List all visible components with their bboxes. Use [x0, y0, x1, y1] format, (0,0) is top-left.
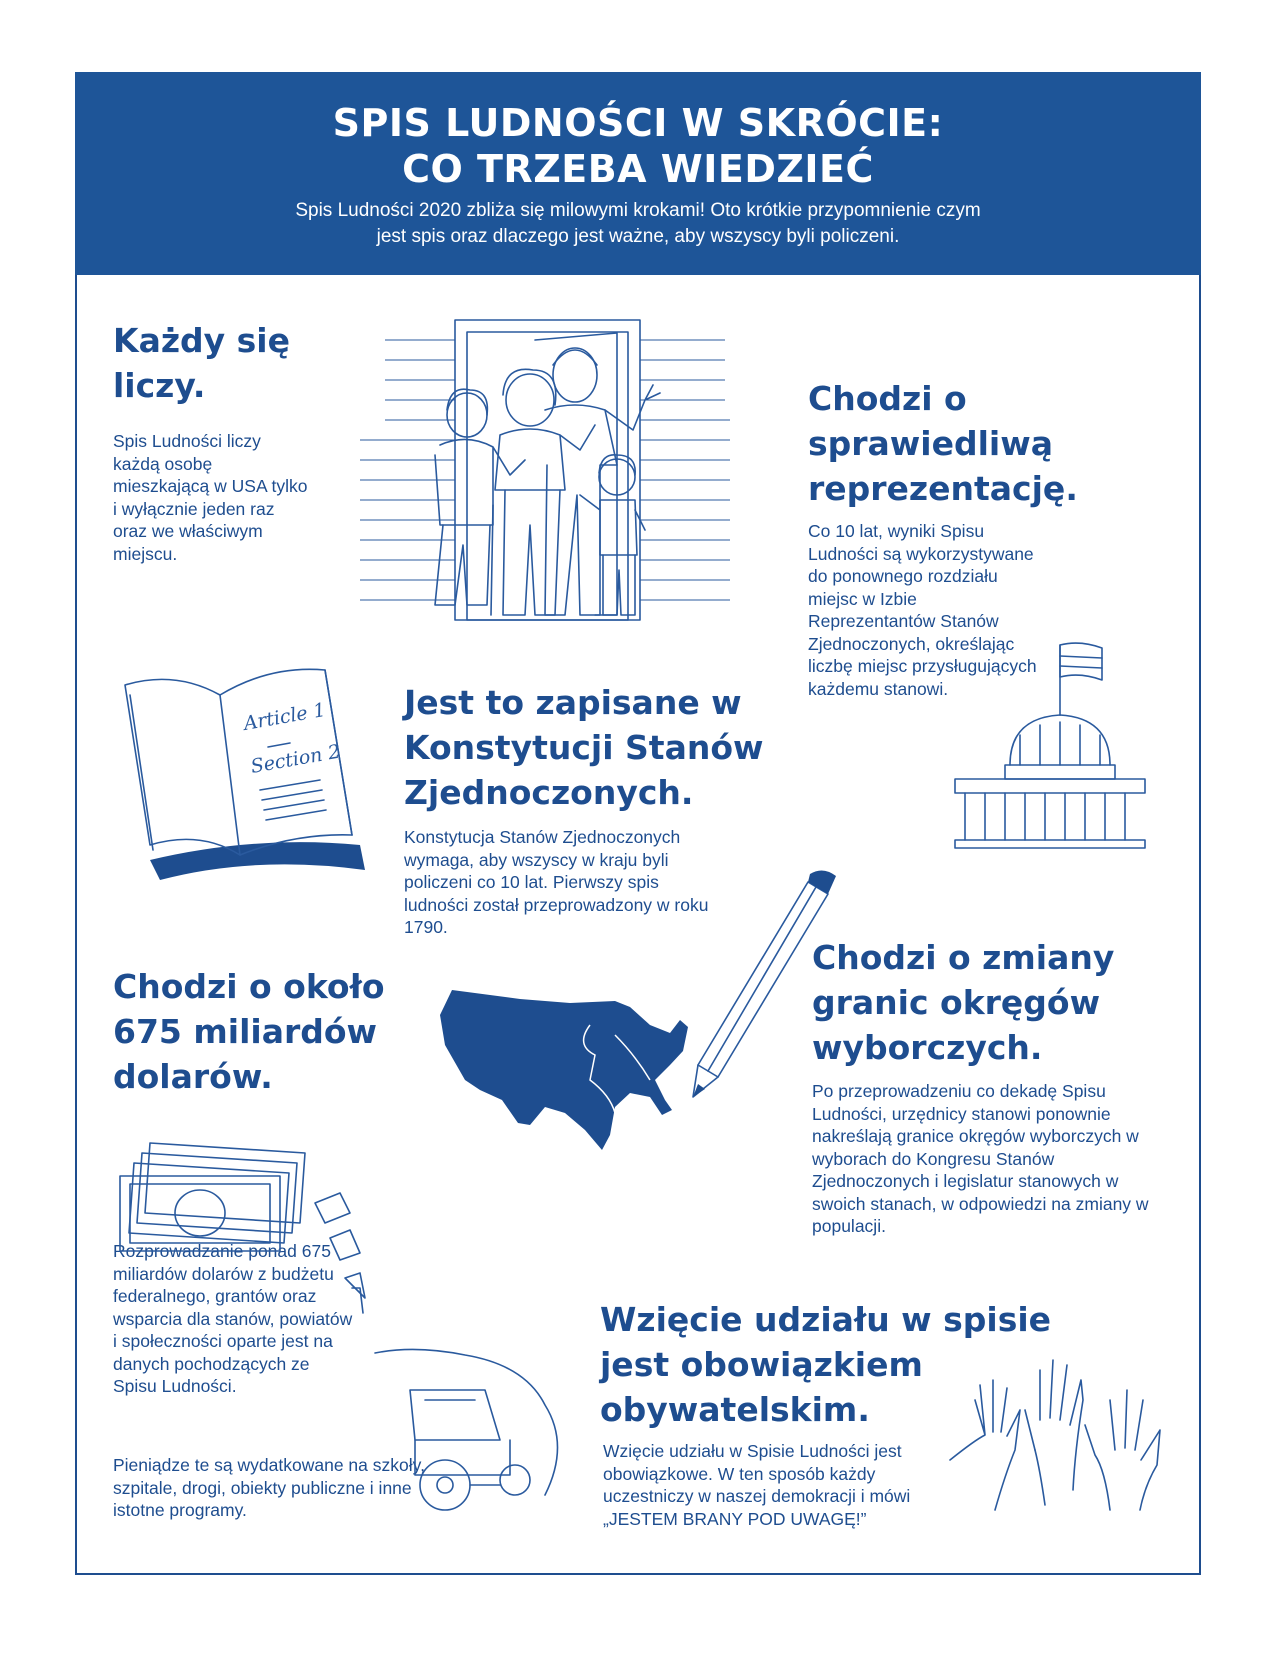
usa-map-icon: [440, 985, 690, 1165]
money-bills-icon: [120, 1138, 400, 1323]
header-banner: [75, 72, 1201, 275]
pencil-icon: [678, 862, 848, 1112]
heading-line: obywatelskim.: [600, 1390, 870, 1429]
road-roller-icon: [375, 1345, 575, 1525]
book-text-section: Section 2: [249, 740, 342, 778]
page-title: [75, 100, 1201, 192]
heading-line: Każdy się: [113, 321, 291, 360]
heading-line: sprawiedliwą: [808, 424, 1053, 463]
heading-line: dolarów.: [113, 1057, 273, 1096]
fair-representation-heading: [808, 376, 1188, 511]
constitution-body: Konstytucja Stanów Zjednoczonych wymaga, aby wszyscy w kraju byli policzeni co 10 lat. Pierwszy spis ludności został przeprowadzony w roku 1790.: [404, 827, 709, 937]
constitution-heading: [404, 680, 804, 815]
heading-line: Jest to zapisane w: [404, 683, 742, 722]
heading-line: reprezentację.: [808, 469, 1078, 508]
fair-representation-body: Co 10 lat, wyniki Spisu Ludności są wykorzystywane do ponownego rozdziału miejsc w Izbie Reprezentantów Stanów Zjednoczonych, określając liczbę miejsc przysługujących każdemu stanowi.: [808, 521, 1037, 699]
capitol-building-icon: [950, 640, 1150, 850]
everyone-counts-heading: [113, 318, 373, 408]
title-line-2: CO TRZEBA WIEDZIEĆ: [402, 147, 874, 191]
heading-line: Wzięcie udziału w spisie: [600, 1300, 1052, 1339]
book-text-article: Article 1: [242, 698, 328, 735]
heading-line: Konstytucji Stanów: [404, 728, 764, 767]
redistricting-body: Po przeprowadzeniu co dekadę Spisu Ludności, urzędnicy stanowi ponownie nakreślają granice okręgów wyborczych w wyborach do Kongresu Stanów Zjednoczonych i legislatur stanowych w swoich stanach, w odpowiedzi na zmiany w populacji.: [812, 1081, 1149, 1236]
heading-line: Chodzi o: [808, 379, 967, 418]
family-in-doorway-icon: [355, 315, 735, 655]
heading-line: liczy.: [113, 366, 206, 405]
raised-hands-icon: [945, 1340, 1175, 1520]
heading-line: wyborczych.: [812, 1028, 1043, 1067]
funding-heading: [113, 964, 443, 1099]
heading-line: jest obowiązkiem: [600, 1345, 923, 1384]
heading-line: granic okręgów: [812, 983, 1101, 1022]
open-book-constitution-icon: [120, 655, 375, 885]
redistricting-heading: [812, 935, 1192, 1070]
everyone-counts-body: Spis Ludności liczy każdą osobę mieszkającą w USA tylko i wyłącznie jeden raz oraz we właściwym miejscu.: [113, 431, 308, 564]
title-line-1: SPIS LUDNOŚCI W SKRÓCIE:: [332, 101, 944, 145]
heading-line: Chodzi o zmiany: [812, 938, 1115, 977]
funding-body-2: Pieniądze te są wydatkowane na szkoły, szpitale, drogi, obiekty publiczne i inne istotne programy.: [113, 1455, 425, 1520]
heading-line: 675 miliardów: [113, 1012, 378, 1051]
civic-duty-body: Wzięcie udziału w Spisie Ludności jest obowiązkowe. W ten sposób każdy uczestniczy w naszej demokracji i mówi „JESTEM BRANY POD UWAGĘ!”: [603, 1441, 911, 1529]
funding-body-1: Rozprowadzanie ponad 675 miliardów dolarów z budżetu federalnego, grantów oraz wsparcia dla stanów, powiatów i społeczności oparte jest na danych pochodzących ze Spisu Ludności.: [113, 1241, 353, 1396]
page-subtitle: Spis Ludności 2020 zbliża się milowymi krokami! Oto krótkie przypomnienie czym jest spis oraz dlaczego jest ważne, aby wszyscy byli policzeni.: [295, 200, 981, 247]
heading-line: Zjednoczonych.: [404, 773, 694, 812]
heading-line: Chodzi o około: [113, 967, 385, 1006]
